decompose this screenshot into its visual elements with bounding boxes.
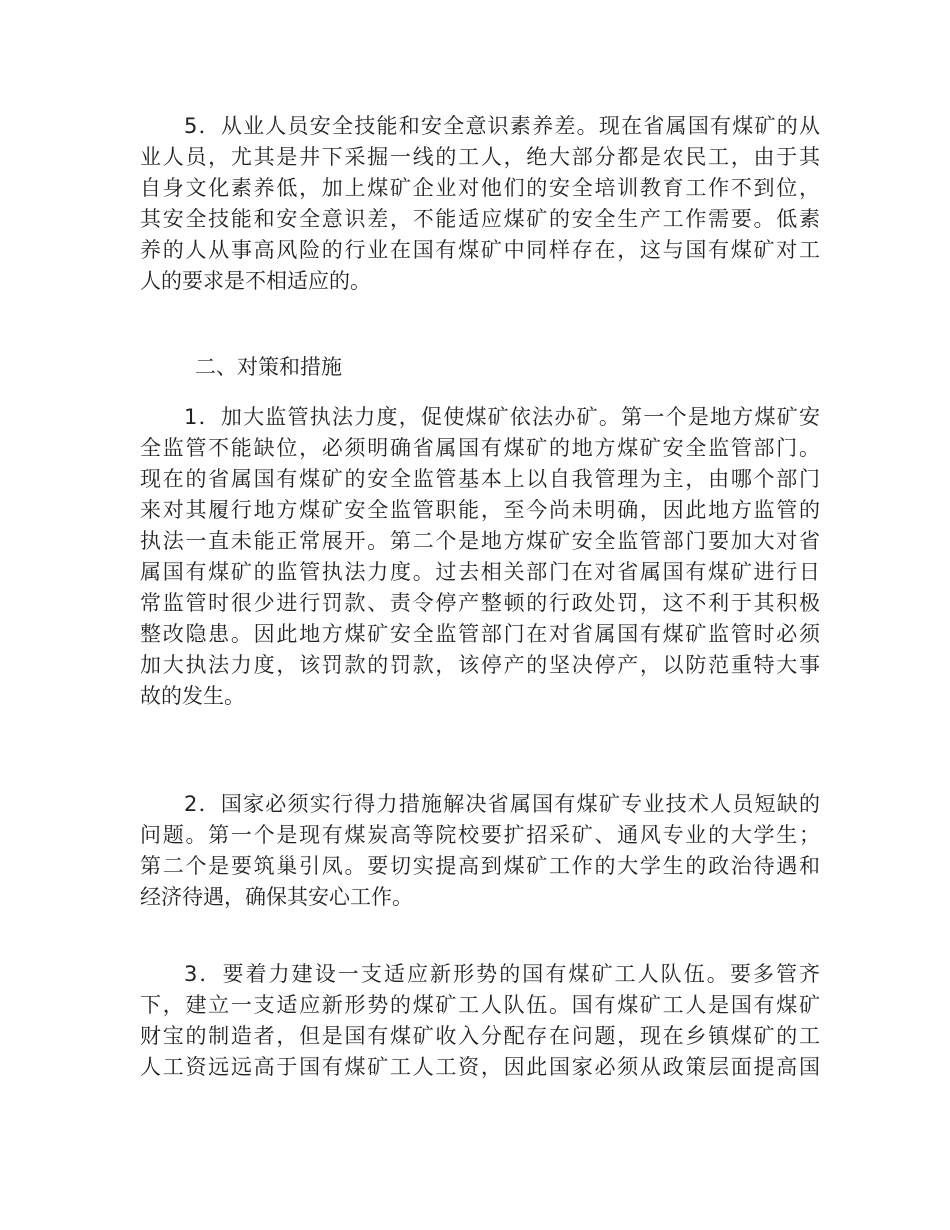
paragraph-line: 故的发生。 [140, 684, 245, 708]
paragraph-line: 执法一直未能正常展开。第二个是地方煤矿安全监管部门要加大对省 [140, 529, 820, 553]
paragraph-line: 其安全技能和安全意识差，不能适应煤矿的安全生产工作需要。低素 [140, 207, 820, 231]
paragraph-line: 5．从业人员安全技能和安全意识素养差。现在省属国有煤矿的从 [184, 114, 820, 138]
paragraph-line: 经济待遇，确保其安心工作。 [140, 885, 413, 909]
paragraph-line: 1．加大监管执法力度，促使煤矿依法办矿。第一个是地方煤矿安 [184, 405, 820, 429]
paragraph-line: 人的要求是不相适应的。 [140, 269, 371, 293]
paragraph-3 [140, 959, 820, 1083]
paragraph-line: 2．国家必须实行得力措施解决省属国有煤矿专业技术人员短缺的 [184, 792, 820, 816]
paragraph-1 [140, 402, 820, 712]
paragraph-line: 问题。第一个是现有煤炭高等院校要扩招采矿、通风专业的大学生； [140, 823, 820, 847]
paragraph-line: 第二个是要筑巢引凤。要切实提高到煤矿工作的大学生的政治待遇和 [140, 854, 820, 878]
section-heading: 二、对策和措施 [195, 355, 342, 379]
paragraph-line: 常监管时很少进行罚款、责令停产整顿的行政处罚，这不利于其积极 [140, 591, 820, 615]
paragraph-5 [140, 111, 820, 297]
paragraph-line: 人工资远远高于国有煤矿工人工资，因此国家必须从政策层面提高国 [140, 1055, 820, 1079]
paragraph-line: 自身文化素养低，加上煤矿企业对他们的安全培训教育工作不到位， [140, 176, 820, 200]
paragraph-line: 现在的省属国有煤矿的安全监管基本上以自我管理为主，由哪个部门 [140, 467, 820, 491]
paragraph-line: 3．要着力建设一支适应新形势的国有煤矿工人队伍。要多管齐 [184, 962, 820, 986]
paragraph-2 [140, 789, 820, 913]
paragraph-line: 整改隐患。因此地方煤矿安全监管部门在对省属国有煤矿监管时必须 [140, 622, 820, 646]
paragraph-line: 全监管不能缺位，必须明确省属国有煤矿的地方煤矿安全监管部门。 [140, 436, 820, 460]
paragraph-line: 养的人从事高风险的行业在国有煤矿中同样存在，这与国有煤矿对工 [140, 238, 820, 262]
paragraph-line: 业人员，尤其是井下采掘一线的工人，绝大部分都是农民工，由于其 [140, 145, 820, 169]
paragraph-line: 来对其履行地方煤矿安全监管职能，至今尚未明确，因此地方监管的 [140, 498, 820, 522]
paragraph-line: 财宝的制造者，但是国有煤矿收入分配存在问题，现在乡镇煤矿的工 [140, 1024, 820, 1048]
paragraph-line: 下，建立一支适应新形势的煤矿工人队伍。国有煤矿工人是国有煤矿 [140, 993, 820, 1017]
paragraph-line: 属国有煤矿的监管执法力度。过去相关部门在对省属国有煤矿进行日 [140, 560, 820, 584]
paragraph-line: 加大执法力度，该罚款的罚款，该停产的坚决停产，以防范重特大事 [140, 653, 820, 677]
